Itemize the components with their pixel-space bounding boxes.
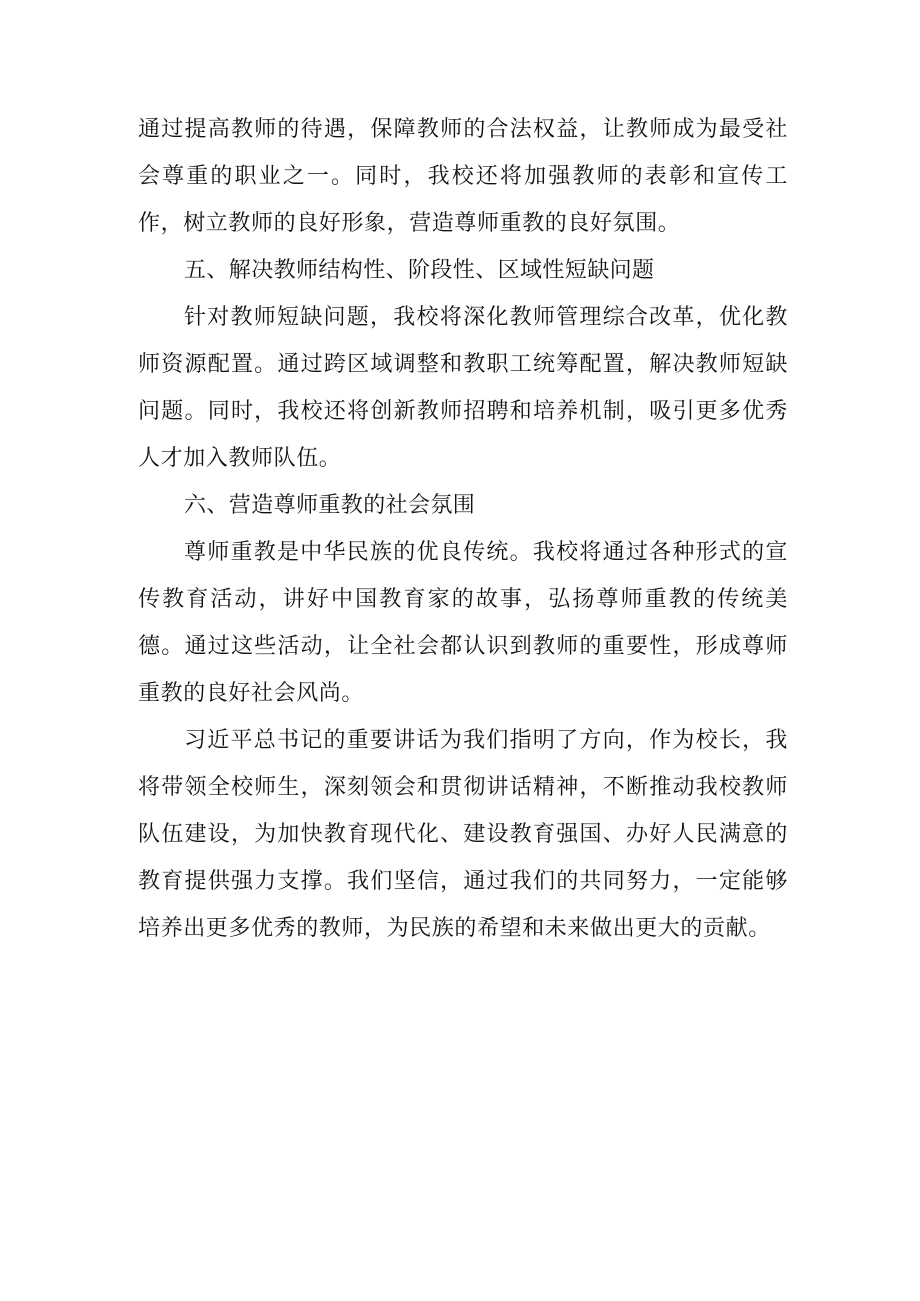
- document-body: [138, 106, 788, 952]
- body-paragraph-respect-teachers: 尊师重教是中华民族的优良传统。我校将通过各种形式的宣传教育活动，讲好中国教育家的故事，弘扬尊师重教的传统美德。通过这些活动，让全社会都认识到教师的重要性，形成尊师重教的良好社会风尚。: [138, 540, 788, 706]
- body-paragraph-conclusion: 习近平总书记的重要讲话为我们指明了方向，作为校长，我将带领全校师生，深刻领会和贯彻讲话精神，不断推动我校教师队伍建设，为加快教育现代化、建设教育强国、办好人民满意的教育提供强力支撑。我们坚信，通过我们的共同努力，一定能够培养出更多优秀的教师，为民族的希望和未来做出更大的贡献。: [138, 728, 788, 941]
- body-paragraph-continued: 通过提高教师的待遇，保障教师的合法权益，让教师成为最受社会尊重的职业之一。同时，我校还将加强教师的表彰和宣传工作，树立教师的良好形象，营造尊师重教的良好氛围。: [138, 117, 788, 236]
- section-heading-5: 五、解决教师结构性、阶段性、区域性短缺问题: [184, 258, 655, 283]
- section-heading-6: 六、营造尊师重教的社会氛围: [184, 493, 476, 518]
- body-paragraph-teacher-shortage: 针对教师短缺问题，我校将深化教师管理综合改革，优化教师资源配置。通过跨区域调整和教职工统筹配置，解决教师短缺问题。同时，我校还将创新教师招聘和培养机制，吸引更多优秀人才加入教师队伍。: [138, 305, 788, 471]
